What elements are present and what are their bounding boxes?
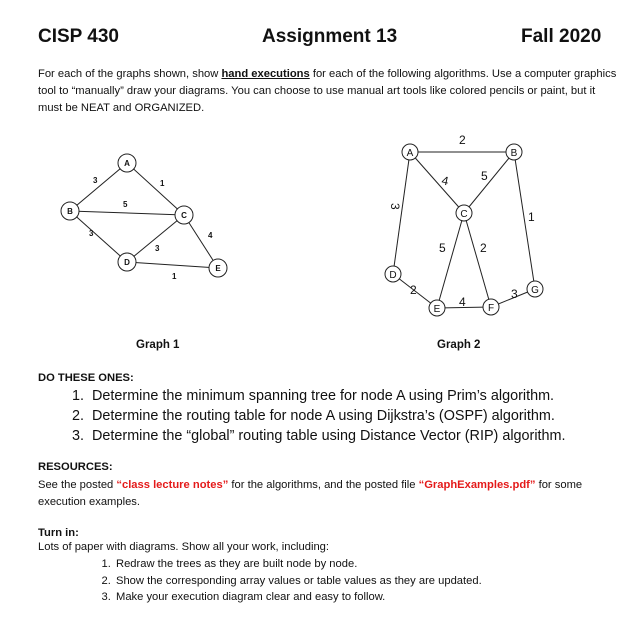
g2-label-F: F <box>487 303 495 314</box>
lecture-notes-link[interactable]: “class lecture notes” <box>116 479 229 491</box>
g2-label-D: D <box>389 270 397 281</box>
resources-text-2: for the algorithms, and the posted file <box>228 479 419 491</box>
g1-weight-DC: 3 <box>155 244 160 253</box>
g2-label-A: A <box>406 148 414 159</box>
turn-in-list <box>86 556 482 606</box>
resources-title: RESOURCES: <box>38 461 113 473</box>
resources-text-1: See the posted <box>38 479 117 491</box>
g1-weight-AC: 1 <box>160 179 165 188</box>
g2-weight-AB: 2 <box>459 133 466 147</box>
assignment-title: Assignment 13 <box>262 26 398 47</box>
g2-weight-CE: 5 <box>439 241 446 255</box>
turn-in-item: 2. Show the corresponding array values or table values as they are updated. <box>114 573 482 590</box>
graph-1-caption: Graph 1 <box>136 339 180 351</box>
do-these-title: DO THESE ONES: <box>38 372 134 384</box>
g1-edge-A-C <box>127 163 184 215</box>
resources-paragraph <box>38 477 608 510</box>
g1-label-E: E <box>215 264 221 273</box>
g2-label-E: E <box>433 304 441 315</box>
g1-edge-B-C <box>70 211 184 215</box>
turn-in-subtitle: Lots of paper with diagrams. Show all your work, including: <box>38 541 330 553</box>
graph-examples-link[interactable]: “GraphExamples.pdf” <box>418 479 536 491</box>
g2-weight-AD: 3 <box>388 203 402 210</box>
turn-in-item: 3. Make your execution diagram clear and easy to follow. <box>114 589 482 606</box>
intro-emphasis: hand executions <box>221 68 310 80</box>
g2-label-G: G <box>531 285 539 296</box>
g1-weight-BC: 5 <box>123 200 128 209</box>
intro-text-after: for each of the following algorithms. Use a computer graphics tool to “manually” draw your diagrams. You can choose to use manual art tools like colored pencils or paint, but it must be NEAT and ORGANIZED. <box>38 68 617 114</box>
g1-weight-BD: 3 <box>89 229 94 238</box>
g2-weight-AC: 4 <box>440 173 450 189</box>
g2-edge-C-F <box>464 213 491 307</box>
g2-edge-A-D <box>393 152 410 274</box>
task-list <box>60 386 566 446</box>
task-item: 2. Determine the routing table for node A using Dijkstra’s (OSPF) algorithm. <box>88 406 566 426</box>
g1-label-B: B <box>67 207 73 216</box>
g1-edge-D-C <box>127 215 184 262</box>
g2-label-C: C <box>460 209 468 220</box>
g2-edge-C-E <box>437 213 464 308</box>
g2-weight-BC: 5 <box>481 169 488 183</box>
g1-label-C: C <box>181 211 187 220</box>
g1-weight-DE: 1 <box>172 272 177 281</box>
turn-in-title: Turn in: <box>38 527 79 539</box>
g1-label-A: A <box>124 159 130 168</box>
g2-weight-BG: 1 <box>528 210 535 224</box>
g1-weight-CE: 4 <box>208 231 213 240</box>
resources-text-3: for some execution examples. <box>38 479 583 508</box>
g2-label-B: B <box>510 148 518 159</box>
term-label: Fall 2020 <box>521 26 602 47</box>
g2-weight-FG: 3 <box>511 287 518 301</box>
g1-label-D: D <box>124 258 130 267</box>
g2-weight-CF: 2 <box>480 241 487 255</box>
g2-edge-B-C <box>464 152 514 213</box>
task-item: 3. Determine the “global” routing table using Distance Vector (RIP) algorithm. <box>88 426 566 446</box>
g1-edge-B-D <box>70 211 127 262</box>
course-code: CISP 430 <box>38 26 119 47</box>
g1-edge-D-E <box>127 262 218 268</box>
g2-weight-DE: 2 <box>410 283 417 297</box>
graph-2-caption: Graph 2 <box>437 339 481 351</box>
g2-edge-A-C <box>410 152 464 213</box>
task-item: 1. Determine the minimum spanning tree for node A using Prim’s algorithm. <box>88 386 566 406</box>
turn-in-item: 1. Redraw the trees as they are built node by node. <box>114 556 482 573</box>
g1-edge-B-A <box>70 163 127 211</box>
g1-weight-BA: 3 <box>93 176 98 185</box>
g2-weight-EF: 4 <box>459 295 466 309</box>
intro-text-before: For each of the graphs shown, show <box>38 68 222 80</box>
